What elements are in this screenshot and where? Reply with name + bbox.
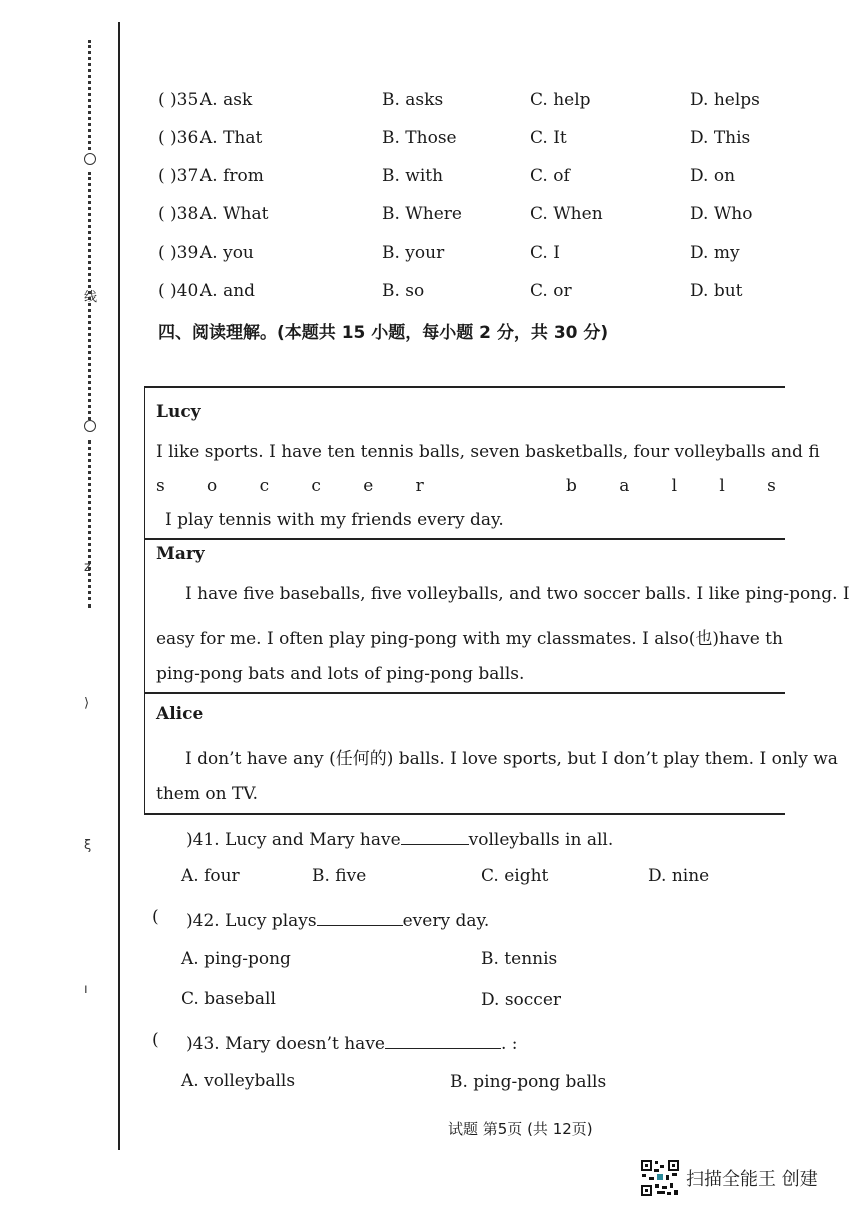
answer-blank[interactable] bbox=[317, 907, 403, 926]
option-a[interactable]: A. ask bbox=[200, 90, 253, 110]
question-number: ( )40. bbox=[158, 281, 204, 301]
option-a[interactable]: A. from bbox=[200, 166, 264, 186]
option-c[interactable]: C. or bbox=[530, 281, 572, 301]
option-d[interactable]: D. This bbox=[690, 128, 751, 148]
question-paren: ( bbox=[152, 907, 159, 927]
option-b[interactable]: B. with bbox=[382, 166, 444, 186]
spaced-letter: s bbox=[767, 476, 776, 496]
option-c[interactable]: C. eight bbox=[481, 866, 549, 886]
spaced-letter: o bbox=[207, 476, 218, 496]
passage-name-mary: Mary bbox=[156, 544, 205, 564]
option-a[interactable]: A. four bbox=[181, 866, 240, 886]
option-c[interactable]: C. help bbox=[530, 90, 591, 110]
option-b[interactable]: B. ping-pong balls bbox=[450, 1072, 607, 1092]
binding-hole-icon bbox=[84, 420, 96, 432]
question-number: ( )35. bbox=[158, 90, 204, 110]
divider bbox=[145, 692, 785, 694]
option-a[interactable]: A. That bbox=[200, 128, 263, 148]
question-number: ( )36. bbox=[158, 128, 204, 148]
question-number: ( )37. bbox=[158, 166, 204, 186]
side-mark: z bbox=[84, 560, 91, 575]
option-d[interactable]: D. Who bbox=[690, 204, 753, 224]
option-c[interactable]: C. of bbox=[530, 166, 570, 186]
side-mark: ı bbox=[84, 982, 88, 997]
passage-name-alice: Alice bbox=[156, 704, 204, 724]
option-d[interactable]: D. but bbox=[690, 281, 743, 301]
page-footer: 试题 第5页 (共 12页) bbox=[448, 1120, 593, 1138]
option-d[interactable]: D. my bbox=[690, 243, 740, 263]
option-row bbox=[150, 166, 790, 196]
spaced-letter: c bbox=[259, 476, 270, 496]
dotted-cut-line bbox=[88, 440, 94, 608]
question-paren: ( bbox=[152, 1030, 159, 1050]
binding-hole-icon bbox=[84, 153, 96, 165]
option-row bbox=[150, 128, 790, 158]
option-b[interactable]: B. Where bbox=[382, 204, 462, 224]
option-b[interactable]: B. your bbox=[382, 243, 445, 263]
option-row bbox=[150, 204, 790, 234]
side-mark: ξ bbox=[84, 838, 92, 853]
option-d[interactable]: D. soccer bbox=[481, 990, 562, 1010]
dotted-cut-line bbox=[88, 40, 94, 150]
reading-passage-box bbox=[144, 386, 850, 815]
passage-lucy-spaced-line bbox=[156, 476, 776, 496]
divider bbox=[145, 538, 785, 540]
option-c[interactable]: C. It bbox=[530, 128, 567, 148]
question-41: )41. Lucy and Mary have volleyballs in all. bbox=[186, 826, 613, 850]
spaced-letter: b bbox=[566, 476, 577, 496]
option-b[interactable]: B. Those bbox=[382, 128, 457, 148]
option-b[interactable]: B. asks bbox=[382, 90, 444, 110]
question-number: ( )38. bbox=[158, 204, 204, 224]
option-c[interactable]: C. I bbox=[530, 243, 560, 263]
spaced-letter: s bbox=[156, 476, 165, 496]
option-row bbox=[150, 243, 790, 273]
side-mark-line: 线 bbox=[84, 290, 98, 305]
option-d[interactable]: D. on bbox=[690, 166, 736, 186]
option-c[interactable]: C. baseball bbox=[181, 989, 276, 1009]
question-42: )42. Lucy plays every day. bbox=[186, 907, 489, 931]
spaced-letter: a bbox=[619, 476, 630, 496]
spaced-letter: c bbox=[311, 476, 321, 496]
option-a[interactable]: A. ping-pong bbox=[181, 949, 291, 969]
option-row bbox=[150, 90, 790, 120]
answer-blank[interactable] bbox=[401, 826, 469, 845]
option-d[interactable]: D. helps bbox=[690, 90, 760, 110]
passage-name-lucy: Lucy bbox=[156, 402, 201, 422]
passage-lucy-line: I like sports. I have ten tennis balls, seven basketballs, four volleyballs and fi bbox=[156, 442, 820, 462]
watermark-text: 扫描全能王 创建 bbox=[686, 1169, 818, 1190]
passage-mary-line: easy for me. I often play ping-pong with my classmates. I also(也)have th bbox=[156, 629, 783, 649]
spaced-letter: r bbox=[415, 476, 424, 496]
passage-alice-line: I don’t have any (任何的) balls. I love sports, but I don’t play them. I only wa bbox=[185, 749, 838, 769]
question-43: )43. Mary doesn’t have . : bbox=[186, 1030, 518, 1054]
passage-alice-line: them on TV. bbox=[156, 784, 258, 804]
binding-line bbox=[118, 22, 120, 1150]
question-number: ( )39. bbox=[158, 243, 204, 263]
watermark bbox=[640, 1160, 818, 1196]
option-d[interactable]: D. nine bbox=[648, 866, 710, 886]
option-a[interactable]: A. What bbox=[200, 204, 269, 224]
passage-mary-line: ping-pong bats and lots of ping-pong balls. bbox=[156, 664, 525, 684]
divider bbox=[145, 813, 785, 815]
spaced-letter: e bbox=[363, 476, 374, 496]
option-a[interactable]: A. volleyballs bbox=[181, 1071, 296, 1091]
option-b[interactable]: B. so bbox=[382, 281, 425, 301]
passage-lucy-line: I play tennis with my friends every day. bbox=[165, 510, 504, 530]
option-a[interactable]: A. you bbox=[200, 243, 254, 263]
spaced-letter: l bbox=[671, 476, 678, 496]
option-b[interactable]: B. tennis bbox=[481, 949, 558, 969]
spaced-letter: l bbox=[719, 476, 725, 496]
option-b[interactable]: B. five bbox=[312, 866, 367, 886]
answer-blank[interactable] bbox=[385, 1030, 501, 1049]
qr-code-icon bbox=[640, 1159, 680, 1197]
option-a[interactable]: A. and bbox=[200, 281, 256, 301]
side-mark: ⟩ bbox=[84, 696, 90, 711]
passage-mary-line: I have five baseballs, five volleyballs, and two soccer balls. I like ping-pong. I bbox=[185, 584, 850, 604]
section-title: 四、阅读理解。(本题共 15 小题，每小题 2 分，共 30 分) bbox=[158, 323, 609, 343]
option-row bbox=[150, 281, 790, 311]
option-c[interactable]: C. When bbox=[530, 204, 603, 224]
